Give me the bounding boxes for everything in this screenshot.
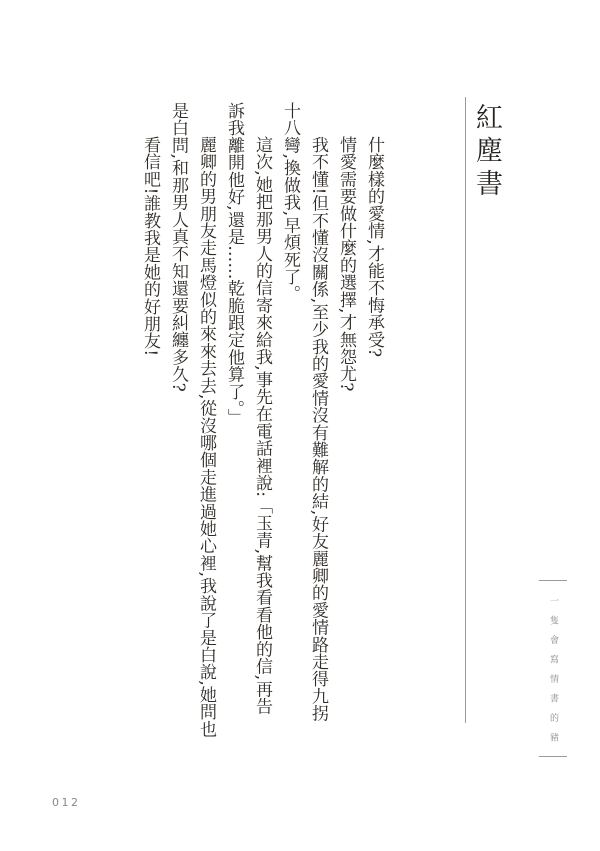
title-divider-rule	[465, 97, 466, 723]
text-column: 情愛需要做什麼的選擇,才無怨尤?	[336, 136, 356, 392]
text-column: 這次,她把那男人的信寄來給我,事先在電話裡說:「玉青,幫我看看他的信,再告	[252, 136, 272, 715]
running-head-rule-bottom	[539, 756, 567, 757]
text-column: 麗卿的男朋友走馬燈似的來來去去,從沒哪個走進過她心裡,我說了是白說,她問也	[196, 136, 216, 738]
text-column: 我不懂!但不懂沒關係,至少我的愛情沒有難解的結,好友麗卿的愛情路走得九拐	[308, 136, 328, 722]
text-column: 是白問,和那男人真不知還要糾纏多久?	[168, 102, 188, 393]
text-columns	[136, 102, 388, 765]
text-column: 什麼樣的愛情,才能不悔承受?	[364, 136, 384, 358]
text-column: 十八彎,換做我,早煩死了。	[280, 102, 300, 303]
running-head-rule-top	[539, 580, 567, 581]
running-head: 一隻會寫情書的豬	[548, 596, 558, 752]
page-number: 012	[52, 796, 81, 809]
text-column: 看信吧!誰教我是她的好朋友!	[140, 136, 160, 357]
chapter-title: 紅塵書	[471, 103, 502, 202]
text-column: 訴我離開他好,還是……乾脆跟定他算了。」	[224, 102, 244, 426]
